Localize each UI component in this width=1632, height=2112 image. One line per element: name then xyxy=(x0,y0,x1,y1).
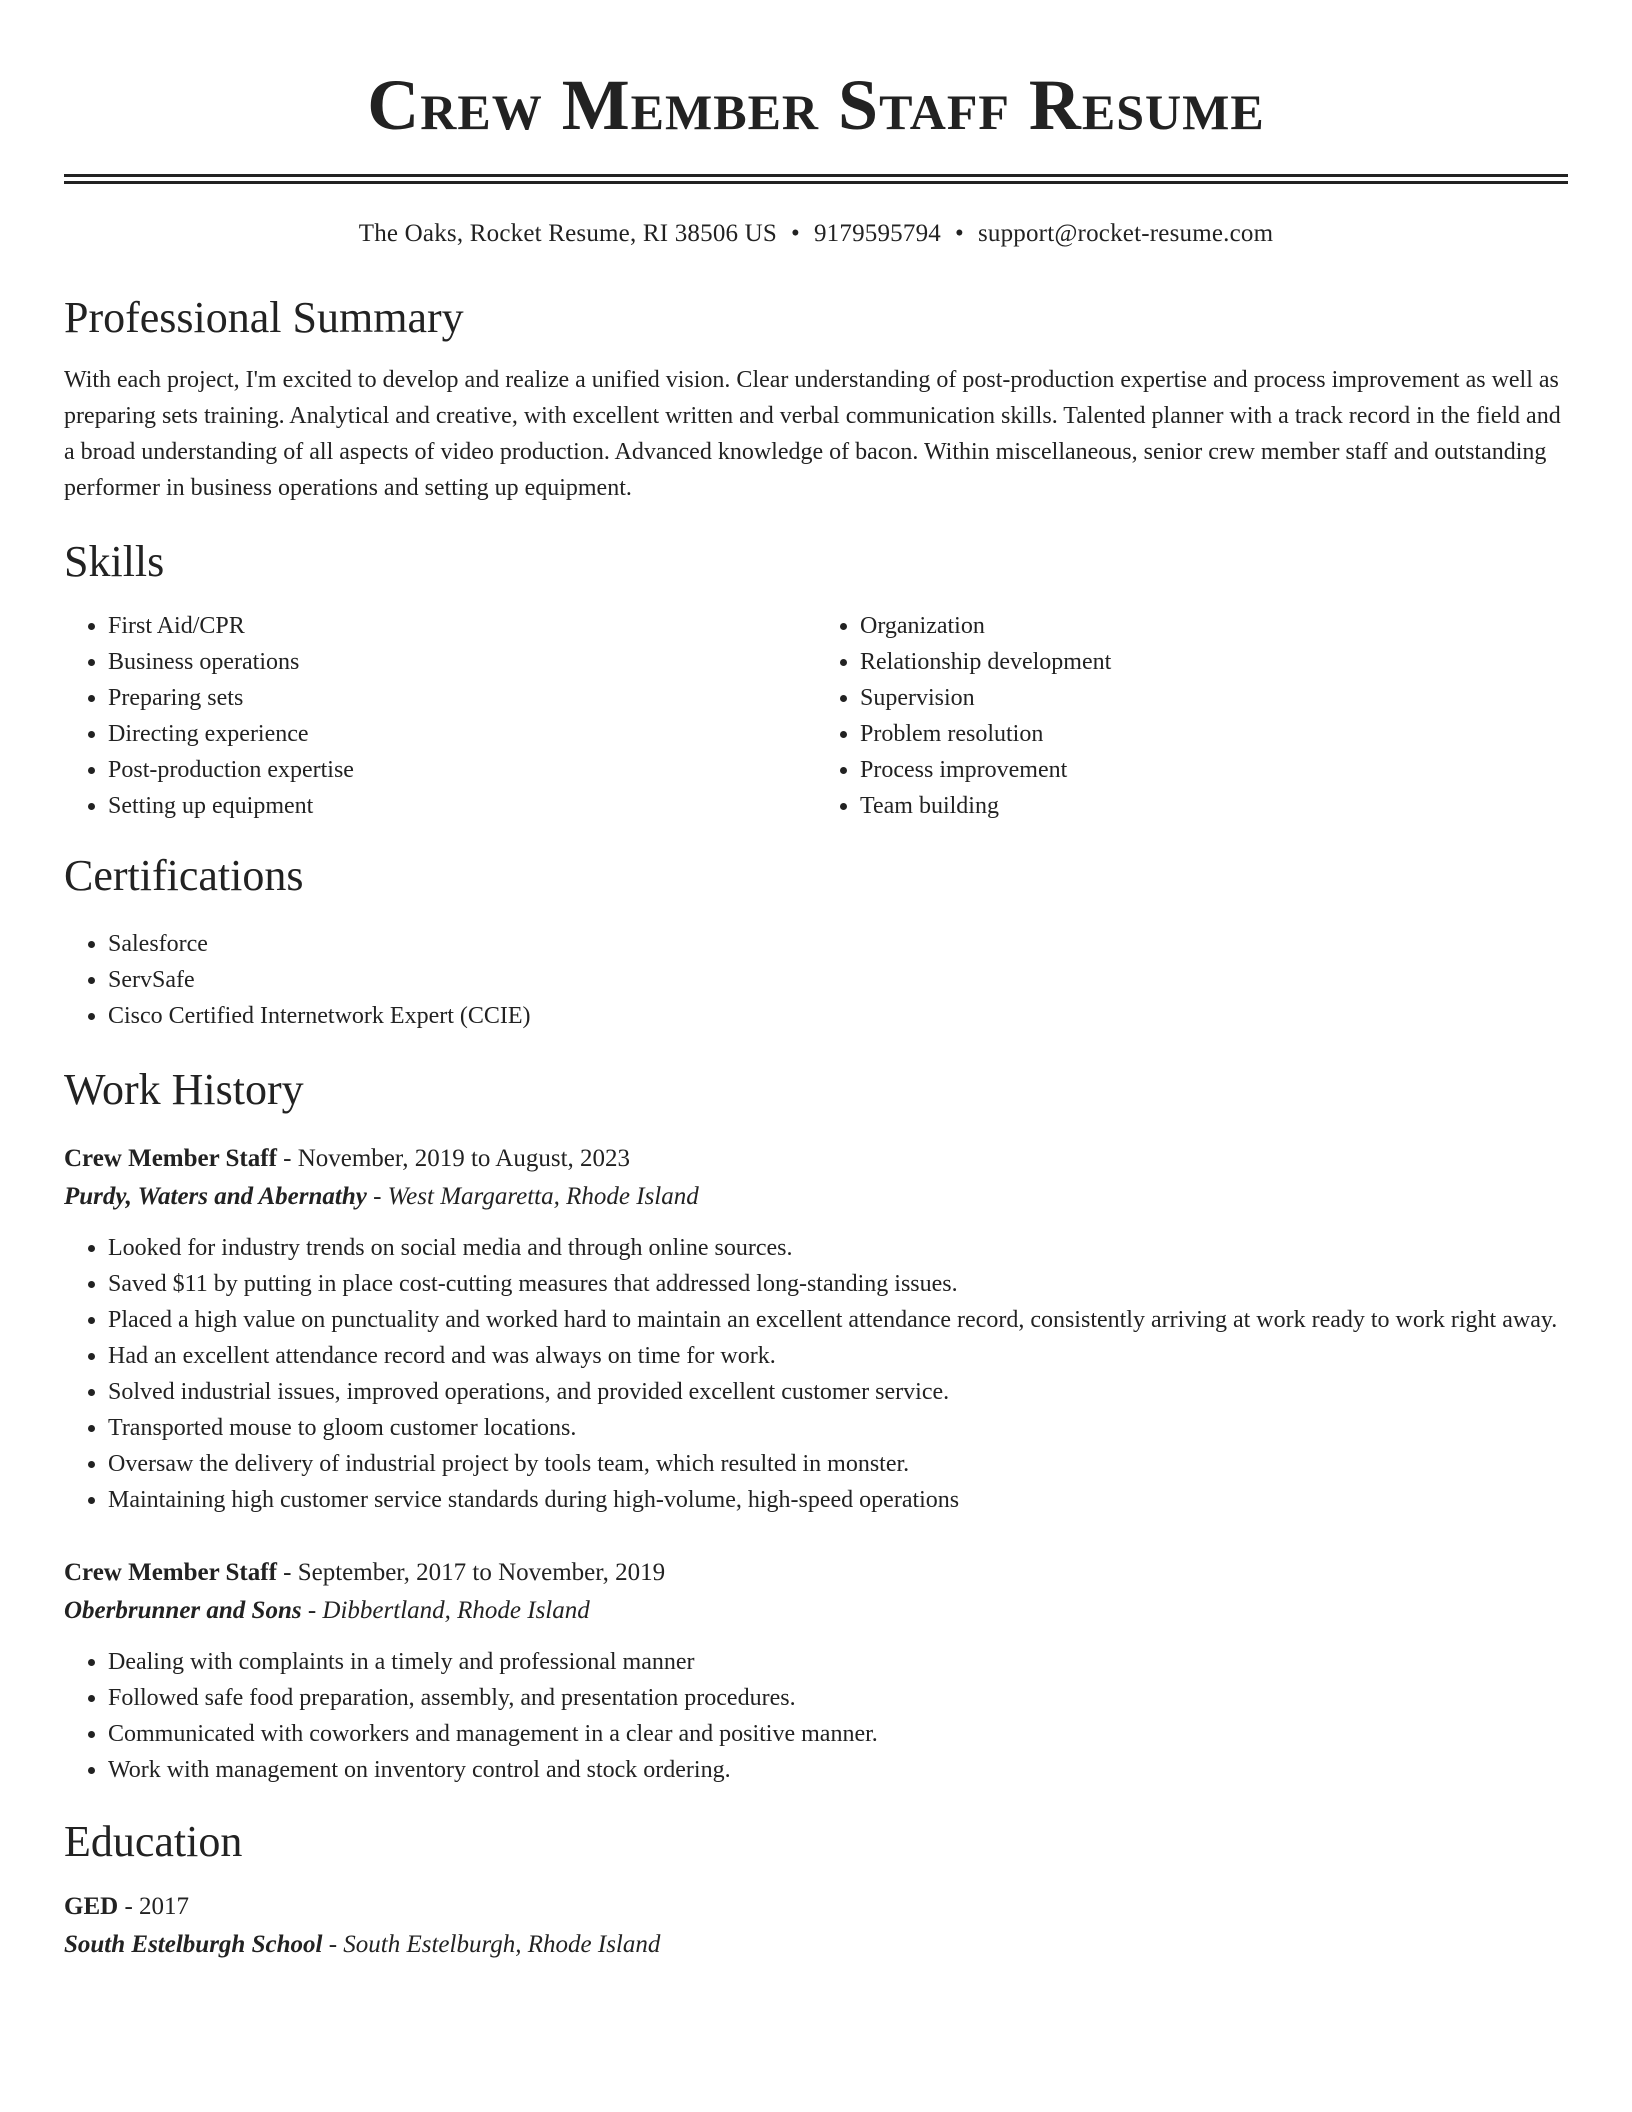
work-history-heading: Work History xyxy=(64,1065,304,1114)
job-bullet: • Transported mouse to gloom customer locations. xyxy=(108,1410,1568,1446)
certifications-heading: Certifications xyxy=(64,851,304,900)
education-year: - 2017 xyxy=(118,1893,190,1920)
summary-heading: Professional Summary xyxy=(64,293,464,342)
skill-item: • First Aid/CPR xyxy=(108,608,816,644)
skill-item: • Preparing sets xyxy=(108,680,816,716)
job-company-line xyxy=(64,1592,1568,1630)
job-title-line xyxy=(64,1554,1568,1592)
certifications-list xyxy=(64,926,1568,1034)
job-title-line xyxy=(64,1140,1568,1178)
education-school: South Estelburgh School xyxy=(64,1931,323,1958)
job-title: Crew Member Staff xyxy=(64,1559,277,1586)
certification-item: • ServSafe xyxy=(108,962,1568,998)
job-location: - Dibbertland, Rhode Island xyxy=(301,1597,590,1624)
education-heading: Education xyxy=(64,1817,243,1866)
skill-item: • Business operations xyxy=(108,644,816,680)
certification-item: • Cisco Certified Internetwork Expert (CCIE) xyxy=(108,998,1568,1034)
resume-title: Crew Member Staff Resume xyxy=(367,65,1265,145)
skill-item: • Organization xyxy=(860,608,1568,644)
job-entry xyxy=(64,1554,1568,1788)
contact-separator: • xyxy=(791,220,800,247)
job-bullet: • Followed safe food preparation, assembly, and presentation procedures. xyxy=(108,1680,1568,1716)
education-school-line xyxy=(64,1926,1568,1964)
job-entry xyxy=(64,1140,1568,1518)
contact-phone[interactable]: 9179595794 xyxy=(813,220,941,247)
education-degree-line xyxy=(64,1888,1568,1926)
certification-item: • Salesforce xyxy=(108,926,1568,962)
job-dates: - September, 2017 to November, 2019 xyxy=(276,1559,666,1586)
job-bullet: • Looked for industry trends on social media and through online sources. xyxy=(108,1230,1568,1266)
job-bullets xyxy=(64,1230,1568,1518)
job-bullet: • Saved $11 by putting in place cost-cutting measures that addressed long-standing issues. xyxy=(108,1266,1568,1302)
skills-list-right xyxy=(816,608,1568,824)
skill-item: • Relationship development xyxy=(860,644,1568,680)
skill-item: • Supervision xyxy=(860,680,1568,716)
contact-email[interactable]: support@rocket-resume.com xyxy=(977,220,1274,247)
job-bullet: • Maintaining high customer service standards during high-volume, high-speed operations xyxy=(108,1482,1568,1518)
job-title: Crew Member Staff xyxy=(64,1145,277,1172)
skills-list-left xyxy=(64,608,816,824)
job-bullet: • Dealing with complaints in a timely and professional manner xyxy=(108,1644,1568,1680)
job-company: Oberbrunner and Sons xyxy=(64,1597,302,1624)
job-bullets xyxy=(64,1644,1568,1788)
skill-item: • Post-production expertise xyxy=(108,752,816,788)
skill-item: • Team building xyxy=(860,788,1568,824)
contact-line xyxy=(64,218,1568,250)
job-bullet: • Work with management on inventory control and stock ordering. xyxy=(108,1752,1568,1788)
title-divider xyxy=(64,174,1568,184)
job-bullet: • Oversaw the delivery of industrial project by tools team, which resulted in monster. xyxy=(108,1446,1568,1482)
contact-address: The Oaks, Rocket Resume, RI 38506 US xyxy=(358,220,778,247)
job-bullet: • Had an excellent attendance record and was always on time for work. xyxy=(108,1338,1568,1374)
contact-separator: • xyxy=(954,220,964,247)
skills-columns xyxy=(64,608,1568,824)
job-company: Purdy, Waters and Abernathy xyxy=(64,1183,367,1210)
job-bullet: • Solved industrial issues, improved operations, and provided excellent customer service. xyxy=(108,1374,1568,1410)
skill-item: • Directing experience xyxy=(108,716,816,752)
education-location: - South Estelburgh, Rhode Island xyxy=(322,1931,661,1958)
education-degree: GED xyxy=(64,1893,119,1920)
job-bullet: • Communicated with coworkers and management in a clear and positive manner. xyxy=(108,1716,1568,1752)
job-bullet: • Placed a high value on punctuality and worked hard to maintain an excellent attendance record, consistently arriving at work ready to work right away. xyxy=(108,1302,1568,1338)
skills-heading: Skills xyxy=(64,537,165,586)
job-company-line xyxy=(64,1178,1568,1216)
skill-item: • Setting up equipment xyxy=(108,788,816,824)
job-dates: - November, 2019 to August, 2023 xyxy=(276,1145,631,1172)
job-location: - West Margaretta, Rhode Island xyxy=(366,1183,699,1210)
summary-text: With each project, I'm excited to develop and realize a unified vision. Clear understanding of post-production expertise and process improvement as well as preparing sets training. Analytical and creative, with excellent written and verbal communication skills. Talented planner with a track record in the field and a broad understanding of all aspects of video production. Advanced knowledge of bacon. Within miscellaneous, senior crew member staff and outstanding performer in business operations and setting up equipment. xyxy=(64,367,1561,501)
skill-item: • Process improvement xyxy=(860,752,1568,788)
skill-item: • Problem resolution xyxy=(860,716,1568,752)
